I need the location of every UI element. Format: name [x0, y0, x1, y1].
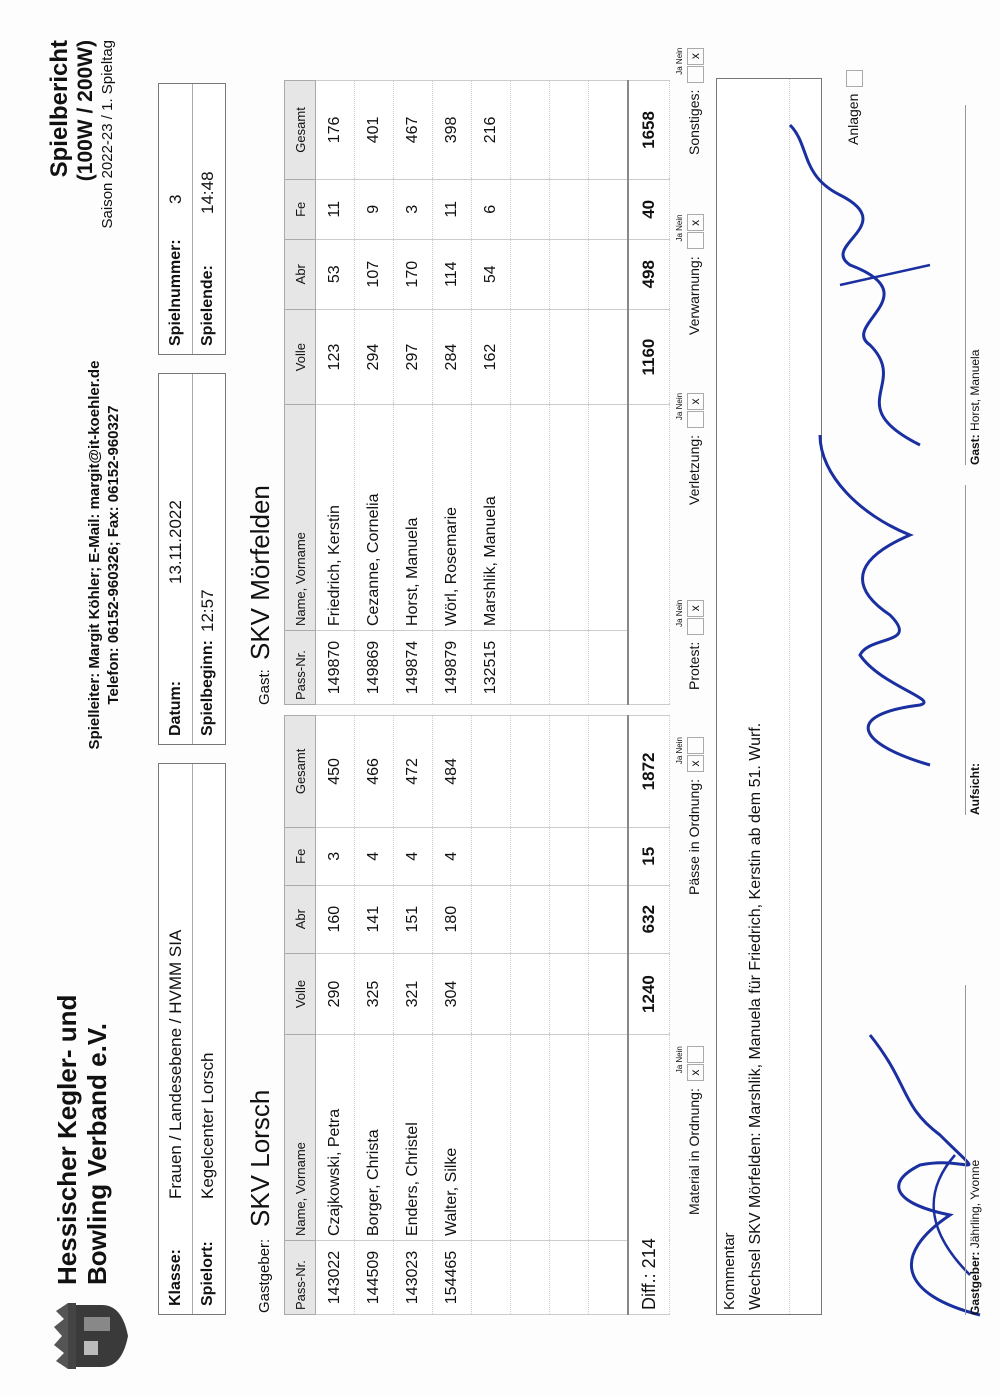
table-row-empty — [589, 716, 629, 1315]
fe-cell: 4 — [433, 827, 472, 885]
volle-cell: 290 — [316, 953, 355, 1035]
ja-nein-caption: Ja Nein — [675, 1046, 684, 1074]
col-abr: Abr — [285, 885, 316, 953]
abr-cell: 160 — [316, 885, 355, 953]
spielnummer-label: Spielnummer: — [167, 239, 184, 346]
pass-cell: 154465 — [433, 1241, 472, 1315]
name-cell: Friedrich, Kerstin — [316, 405, 355, 631]
table-row-empty — [511, 716, 550, 1315]
table-row-empty — [472, 716, 511, 1315]
col-fe: Fe — [285, 179, 316, 239]
col-pass: Pass-Nr. — [285, 1241, 316, 1315]
total-volle: 1240 — [628, 953, 670, 1035]
abr-cell: 141 — [355, 885, 394, 953]
name-cell: Czajkowski, Petra — [316, 1035, 355, 1241]
check-label: Sonstiges: — [686, 89, 702, 155]
volle-cell: 325 — [355, 953, 394, 1035]
table-row — [472, 81, 511, 705]
table-row — [433, 716, 472, 1315]
totals-row — [628, 716, 670, 1315]
col-volle: Volle — [285, 309, 316, 405]
check-no-box[interactable]: x — [687, 600, 704, 617]
table-row — [316, 81, 355, 705]
spielende-label: Spielende: — [199, 265, 216, 346]
fe-cell: 4 — [394, 827, 433, 885]
gesamt-cell: 176 — [316, 81, 355, 180]
match-info-left — [158, 763, 226, 1315]
check-label: Anlagen — [845, 93, 861, 145]
name-cell: Borger, Christa — [355, 1035, 394, 1241]
association-crest-icon — [50, 1297, 130, 1375]
association-name: Hessischer Kegler- und Bowling Verband e.V. — [52, 994, 112, 1285]
guest-score-table — [284, 80, 670, 705]
col-gesamt: Gesamt — [285, 716, 316, 828]
check-yes-box[interactable] — [687, 411, 704, 428]
abr-cell: 180 — [433, 885, 472, 953]
host-team-name: SKV Lorsch — [245, 1089, 275, 1227]
total-abr: 498 — [628, 239, 670, 309]
guest-sign-line — [965, 105, 966, 465]
spielnummer-value: 3 — [166, 194, 185, 204]
check-yes-box[interactable]: x — [687, 1064, 704, 1081]
report-subtitle: (100W / 200W) — [74, 40, 97, 182]
abr-cell: 54 — [472, 239, 511, 309]
gesamt-cell: 450 — [316, 716, 355, 828]
table-row — [394, 716, 433, 1315]
volle-cell: 294 — [355, 309, 394, 405]
anlagen-box[interactable] — [846, 70, 863, 87]
check-yes-box[interactable] — [687, 66, 704, 83]
check-no-box[interactable]: x — [687, 48, 704, 65]
host-role-label: Gastgeber: — [256, 1238, 273, 1313]
check-material — [675, 1046, 704, 1215]
supervisor-sign-line — [965, 485, 966, 815]
totals-row — [628, 81, 670, 705]
col-abr: Abr — [285, 239, 316, 309]
total-fe: 15 — [628, 827, 670, 885]
table-row-empty — [511, 81, 550, 705]
season-label: Saison 2022-23 / 1. Spieltag — [99, 40, 116, 229]
fe-cell: 3 — [316, 827, 355, 885]
guest-name: Horst, Manuela — [968, 349, 982, 431]
volle-cell: 284 — [433, 309, 472, 405]
table-row — [355, 716, 394, 1315]
ja-nein-caption: Ja Nein — [675, 392, 684, 421]
host-sign-label — [968, 1160, 982, 1315]
check-anlagen — [845, 70, 863, 145]
col-pass: Pass-Nr. — [285, 631, 316, 705]
check-no-box[interactable] — [687, 1046, 704, 1063]
col-gesamt: Gesamt — [285, 81, 316, 180]
ja-nein-caption: Ja Nein — [675, 214, 684, 242]
check-sonstiges — [675, 47, 704, 155]
pass-cell: 144509 — [355, 1241, 394, 1315]
name-cell: Enders, Christel — [394, 1035, 433, 1241]
spielort-value: Kegelcenter Lorsch — [198, 1052, 217, 1199]
gesamt-cell: 467 — [394, 81, 433, 180]
ja-nein-caption: Ja Nein — [675, 47, 684, 75]
total-fe: 40 — [628, 179, 670, 239]
check-paesse — [675, 737, 704, 895]
name-cell: Marshlik, Manuela — [472, 405, 511, 631]
fe-cell: 9 — [355, 179, 394, 239]
host-name: Jährling, Yvonne — [968, 1159, 982, 1249]
pass-cell: 132515 — [472, 631, 511, 705]
check-verletzung — [675, 392, 704, 505]
spielort-label: Spielort: — [199, 1241, 216, 1306]
table-row — [394, 81, 433, 705]
volle-cell: 162 — [472, 309, 511, 405]
check-yes-box[interactable] — [687, 232, 704, 249]
guest-label: Gast: — [968, 434, 982, 465]
diff-value: Diff.: 214 — [628, 1035, 670, 1315]
datum-value: 13.11.2022 — [166, 500, 185, 584]
check-label: Pässe in Ordnung: — [686, 779, 702, 895]
ja-nein-caption: Ja Nein — [675, 737, 684, 765]
col-fe: Fe — [285, 827, 316, 885]
spielbeginn-label: Spielbeginn: — [199, 640, 216, 736]
guest-signature-icon — [780, 105, 950, 465]
host-score-table — [284, 715, 670, 1315]
contact-block — [85, 275, 123, 835]
table-row — [316, 716, 355, 1315]
gesamt-cell: 472 — [394, 716, 433, 828]
pass-cell: 149870 — [316, 631, 355, 705]
volle-cell: 297 — [394, 309, 433, 405]
col-name: Name, Vorname — [285, 1035, 316, 1241]
abr-cell: 53 — [316, 239, 355, 309]
table-row — [433, 81, 472, 705]
gesamt-cell: 484 — [433, 716, 472, 828]
pass-cell: 143022 — [316, 1241, 355, 1315]
col-volle: Volle — [285, 953, 316, 1035]
name-cell: Wörl, Rosemarie — [433, 405, 472, 631]
guest-team-name: SKV Mörfelden — [245, 485, 275, 660]
klasse-value: Frauen / Landesebene / HVMM SIA — [166, 929, 185, 1199]
fe-cell: 4 — [355, 827, 394, 885]
pass-cell: 143023 — [394, 1241, 433, 1315]
abr-cell: 151 — [394, 885, 433, 953]
abr-cell: 107 — [355, 239, 394, 309]
check-no-box[interactable]: x — [687, 393, 704, 410]
supervisor-sign-label — [968, 763, 982, 815]
check-label: Verletzung: — [686, 434, 702, 505]
name-cell: Cezanne, Cornelia — [355, 405, 394, 631]
gesamt-cell: 401 — [355, 81, 394, 180]
fe-cell: 6 — [472, 179, 511, 239]
supervisor-label: Aufsicht: — [968, 763, 982, 815]
host-sign-line — [965, 985, 966, 1315]
gesamt-cell: 466 — [355, 716, 394, 828]
host-label: Gastgeber: — [968, 1251, 982, 1315]
abr-cell: 114 — [433, 239, 472, 309]
table-row-empty — [589, 81, 629, 705]
guest-sign-label — [968, 350, 982, 465]
abr-cell: 170 — [394, 239, 433, 309]
check-label: Verwarnung: — [686, 256, 702, 335]
check-label: Protest: — [686, 641, 702, 690]
klasse-label: Klasse: — [167, 1249, 184, 1306]
match-info-mid — [158, 373, 226, 745]
comment-text: Wechsel SKV Mörfelden: Marshlik, Manuela für Friedrich, Kerstin ab dem 51. Wurf. — [747, 722, 764, 1310]
ja-nein-caption: Ja Nein — [675, 599, 684, 627]
table-row-empty — [550, 81, 589, 705]
report-title: Spielbericht — [46, 40, 73, 178]
pass-cell: 149869 — [355, 631, 394, 705]
spielbeginn-value: 12:57 — [198, 589, 217, 632]
report-title-block — [46, 40, 117, 228]
check-protest — [675, 599, 704, 690]
check-yes-box[interactable]: x — [687, 755, 704, 772]
volle-cell: 123 — [316, 309, 355, 405]
table-row — [355, 81, 394, 705]
check-no-box[interactable]: x — [687, 214, 704, 231]
check-label: Material in Ordnung: — [686, 1088, 702, 1215]
volle-cell: 304 — [433, 953, 472, 1035]
name-cell: Horst, Manuela — [394, 405, 433, 631]
guest-role-label: Gast: — [256, 669, 273, 705]
fe-cell: 3 — [394, 179, 433, 239]
col-name: Name, Vorname — [285, 405, 316, 631]
total-abr: 632 — [628, 885, 670, 953]
pass-cell: 149879 — [433, 631, 472, 705]
contact-line-1: Spielleiter: Margit Köhler; E-Mail: margit@it-koehler.de — [86, 360, 103, 750]
gesamt-cell: 398 — [433, 81, 472, 180]
check-yes-box[interactable] — [687, 618, 704, 635]
spielende-value: 14:48 — [198, 171, 217, 214]
table-row-empty — [550, 716, 589, 1315]
check-verwarnung — [675, 214, 704, 335]
volle-cell: 321 — [394, 953, 433, 1035]
contact-line-2: Telefon: 06152-960326; Fax: 06152-960327 — [105, 405, 122, 705]
match-info-right — [158, 83, 226, 355]
pass-cell: 149874 — [394, 631, 433, 705]
fe-cell: 11 — [316, 179, 355, 239]
check-no-box[interactable] — [687, 737, 704, 754]
gesamt-cell: 216 — [472, 81, 511, 180]
total-gesamt: 1658 — [628, 81, 670, 180]
name-cell: Walter, Silke — [433, 1035, 472, 1241]
datum-label: Datum: — [167, 680, 184, 736]
fe-cell: 11 — [433, 179, 472, 239]
comment-label: Kommentar — [721, 1232, 738, 1310]
total-gesamt: 1872 — [628, 716, 670, 828]
total-volle: 1160 — [628, 309, 670, 405]
